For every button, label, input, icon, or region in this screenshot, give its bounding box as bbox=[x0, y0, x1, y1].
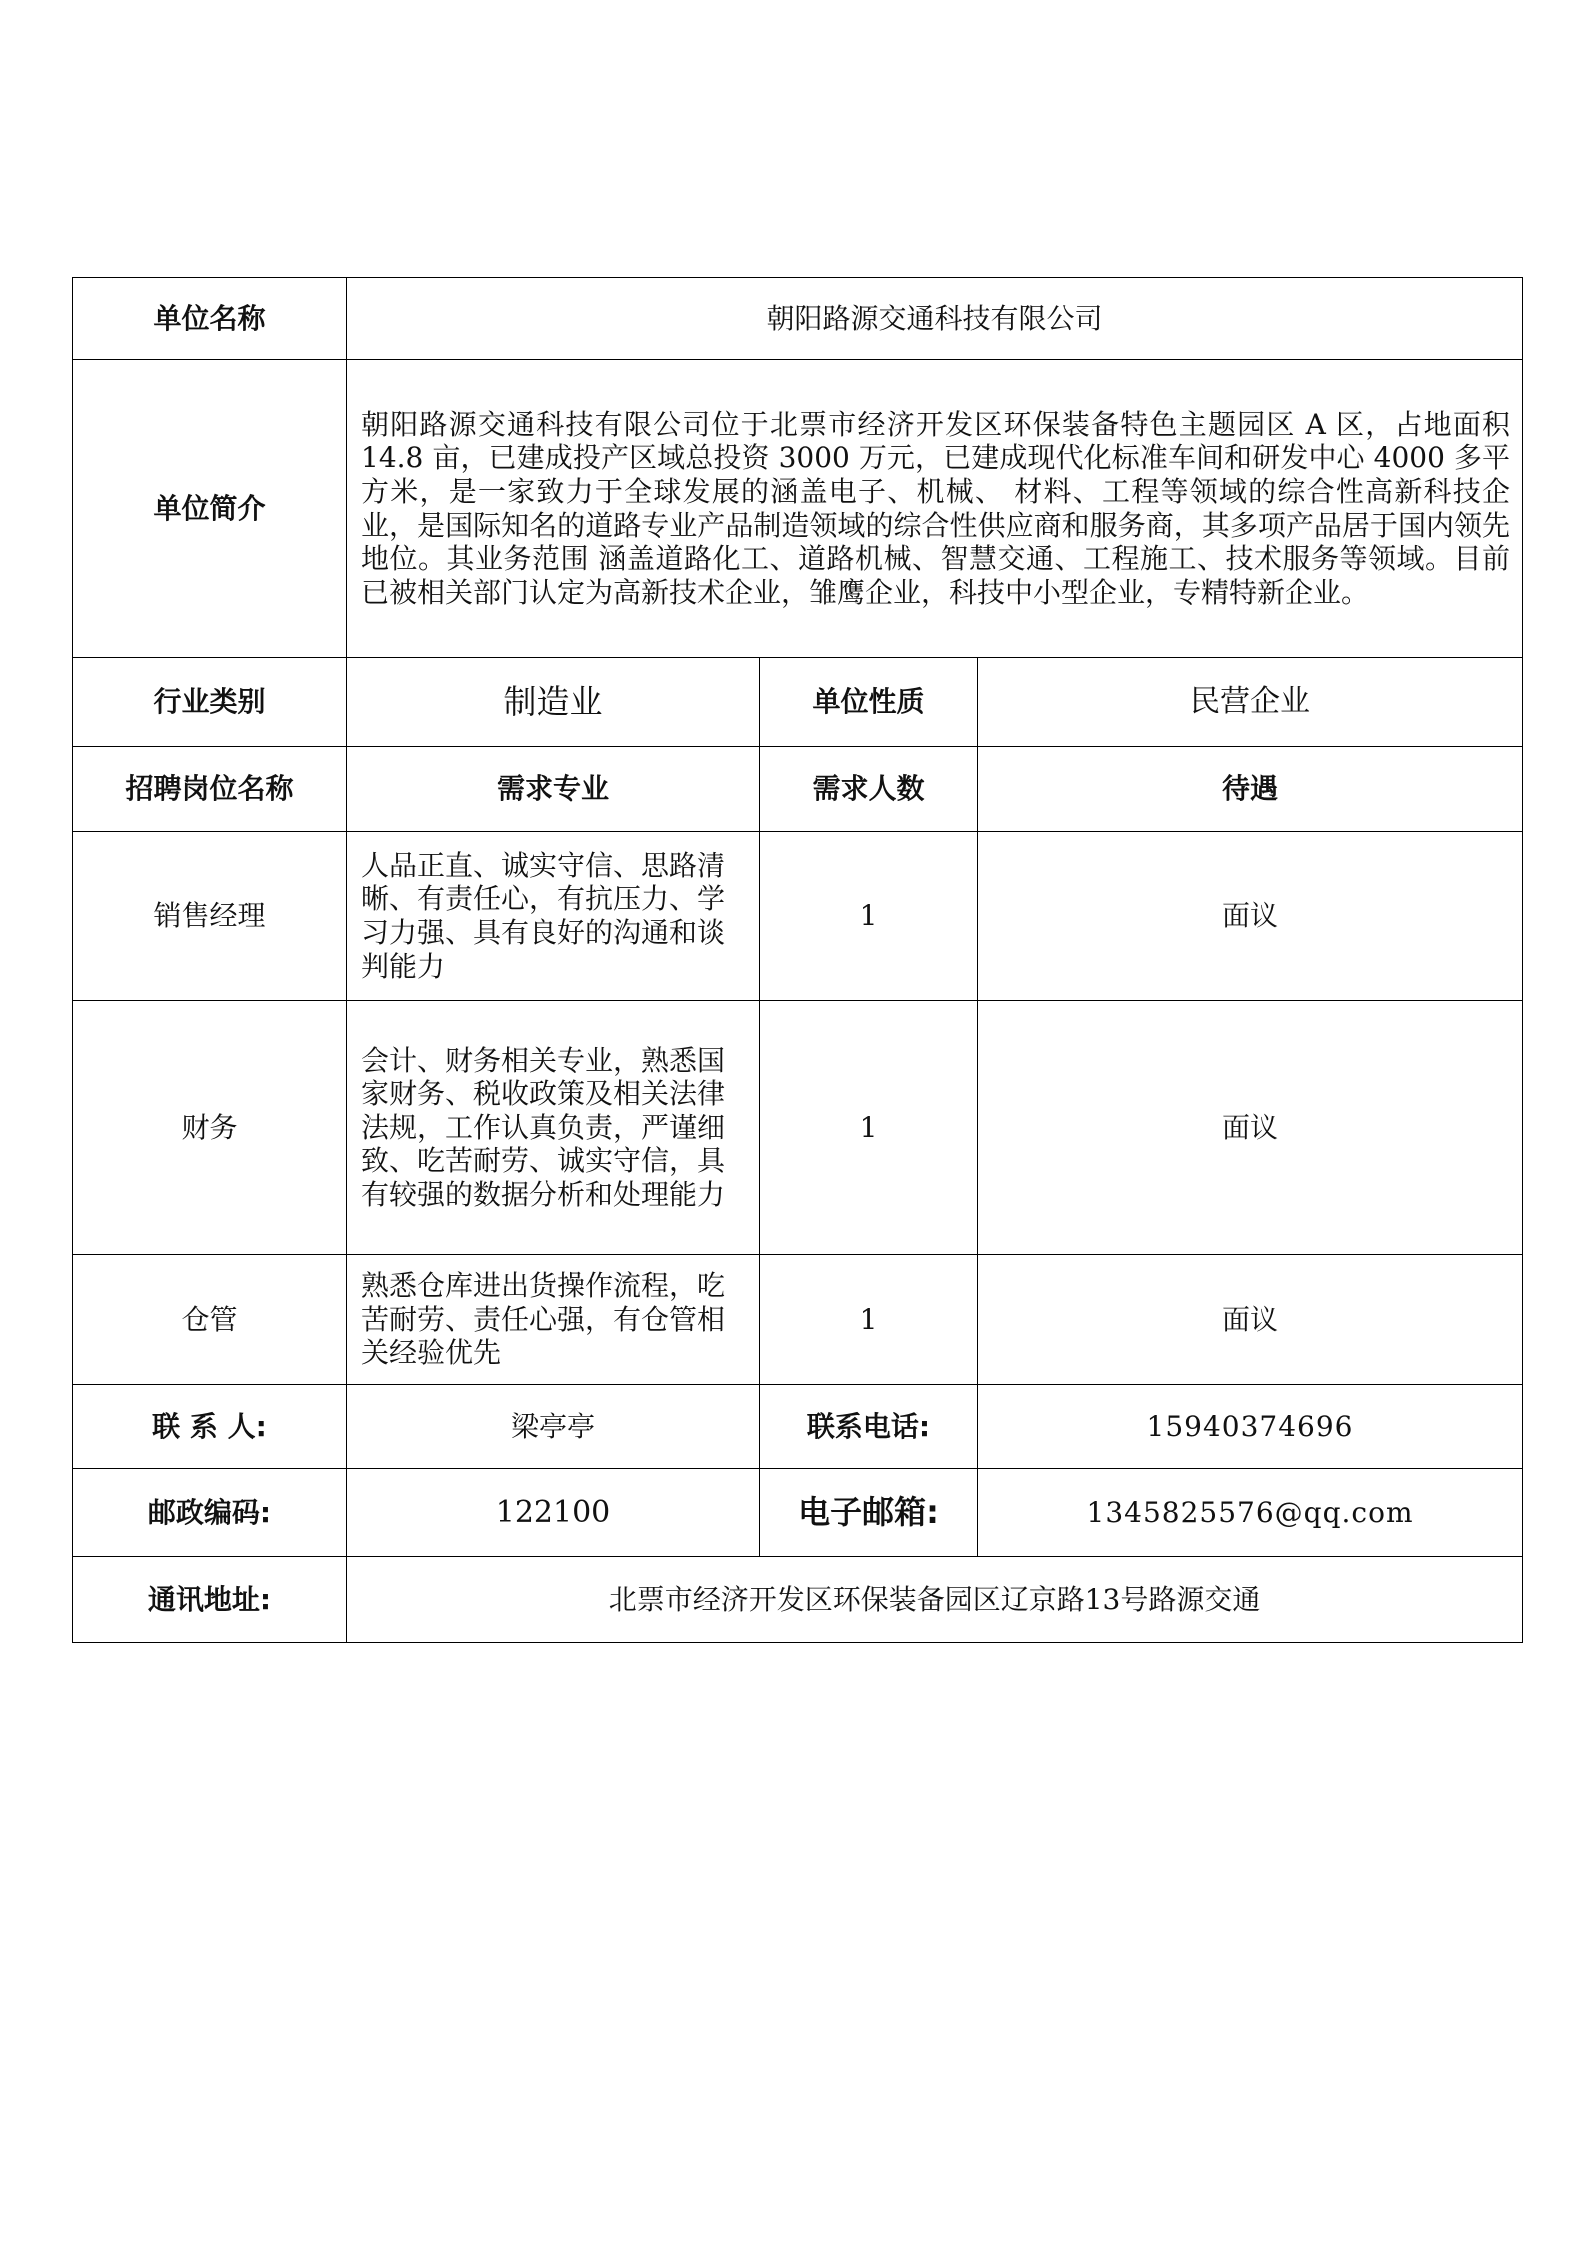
position-count: 1 bbox=[760, 832, 978, 1001]
position-requirement: 人品正直、诚实守信、思路清晰、有责任心，有抗压力、学习力强、具有良好的沟通和谈判能力 bbox=[347, 832, 760, 1001]
contact-phone: 15940374696 bbox=[978, 1385, 1523, 1469]
position-title: 财务 bbox=[73, 1001, 347, 1255]
position-title: 销售经理 bbox=[73, 832, 347, 1001]
company-name: 朝阳路源交通科技有限公司 bbox=[347, 278, 1523, 360]
postcode-value: 122100 bbox=[347, 1469, 760, 1557]
email-value: 1345825576@qq.com bbox=[978, 1469, 1523, 1557]
position-count-header: 需求人数 bbox=[760, 747, 978, 832]
contact-person-label: 联 系 人: bbox=[73, 1385, 347, 1469]
position-title: 仓管 bbox=[73, 1255, 347, 1385]
postcode-label: 邮政编码: bbox=[73, 1469, 347, 1557]
address-row bbox=[73, 1557, 1523, 1643]
position-benefit-header: 待遇 bbox=[978, 747, 1523, 832]
company-intro: 朝阳路源交通科技有限公司位于北票市经济开发区环保装备特色主题园区 A 区，占地面积 14.8 亩，已建成投产区域总投资 3000 万元，已建成现代化标准车间和研发中心 4000 多平方米，是一家致力于全球发展的涵盖电子、机械、 材料、工程等领域的综合性高新科技企业，是国际知名的道路专业产品制造领域的综合性供应商和服务商，其多项产品居于国内领先地位。其业务范围 涵盖道路化工、道路机械、智慧交通、工程施工、技术服务等领域。目前已被相关部门认定为高新技术企业，雏鹰企业，科技中小型企业，专精特新企业。 bbox=[347, 360, 1523, 658]
contact-person: 梁亭亭 bbox=[347, 1385, 760, 1469]
email-label: 电子邮箱: bbox=[760, 1469, 978, 1557]
position-row bbox=[73, 832, 1523, 1001]
company-name-row bbox=[73, 278, 1523, 360]
position-row bbox=[73, 1001, 1523, 1255]
company-name-label: 单位名称 bbox=[73, 278, 347, 360]
position-count: 1 bbox=[760, 1001, 978, 1255]
position-requirement: 熟悉仓库进出货操作流程，吃苦耐劳、责任心强，有仓管相关经验优先 bbox=[347, 1255, 760, 1385]
position-requirement: 会计、财务相关专业，熟悉国家财务、税收政策及相关法律法规，工作认真负责，严谨细致、吃苦耐劳、诚实守信，具有较强的数据分析和处理能力 bbox=[347, 1001, 760, 1255]
address-label: 通讯地址: bbox=[73, 1557, 347, 1643]
nature-label: 单位性质 bbox=[760, 658, 978, 747]
company-intro-label: 单位简介 bbox=[73, 360, 347, 658]
contact-row bbox=[73, 1385, 1523, 1469]
position-count: 1 bbox=[760, 1255, 978, 1385]
postcode-row bbox=[73, 1469, 1523, 1557]
industry-value: 制造业 bbox=[347, 658, 760, 747]
position-benefit: 面议 bbox=[978, 1001, 1523, 1255]
recruitment-table bbox=[72, 277, 1523, 1643]
industry-row bbox=[73, 658, 1523, 747]
industry-label: 行业类别 bbox=[73, 658, 347, 747]
company-intro-row bbox=[73, 360, 1523, 658]
position-title-header: 招聘岗位名称 bbox=[73, 747, 347, 832]
position-major-header: 需求专业 bbox=[347, 747, 760, 832]
nature-value: 民营企业 bbox=[978, 658, 1523, 747]
contact-phone-label: 联系电话: bbox=[760, 1385, 978, 1469]
position-benefit: 面议 bbox=[978, 1255, 1523, 1385]
address-value: 北票市经济开发区环保装备园区辽京路13号路源交通 bbox=[347, 1557, 1523, 1643]
position-benefit: 面议 bbox=[978, 832, 1523, 1001]
positions-header-row bbox=[73, 747, 1523, 832]
position-row bbox=[73, 1255, 1523, 1385]
